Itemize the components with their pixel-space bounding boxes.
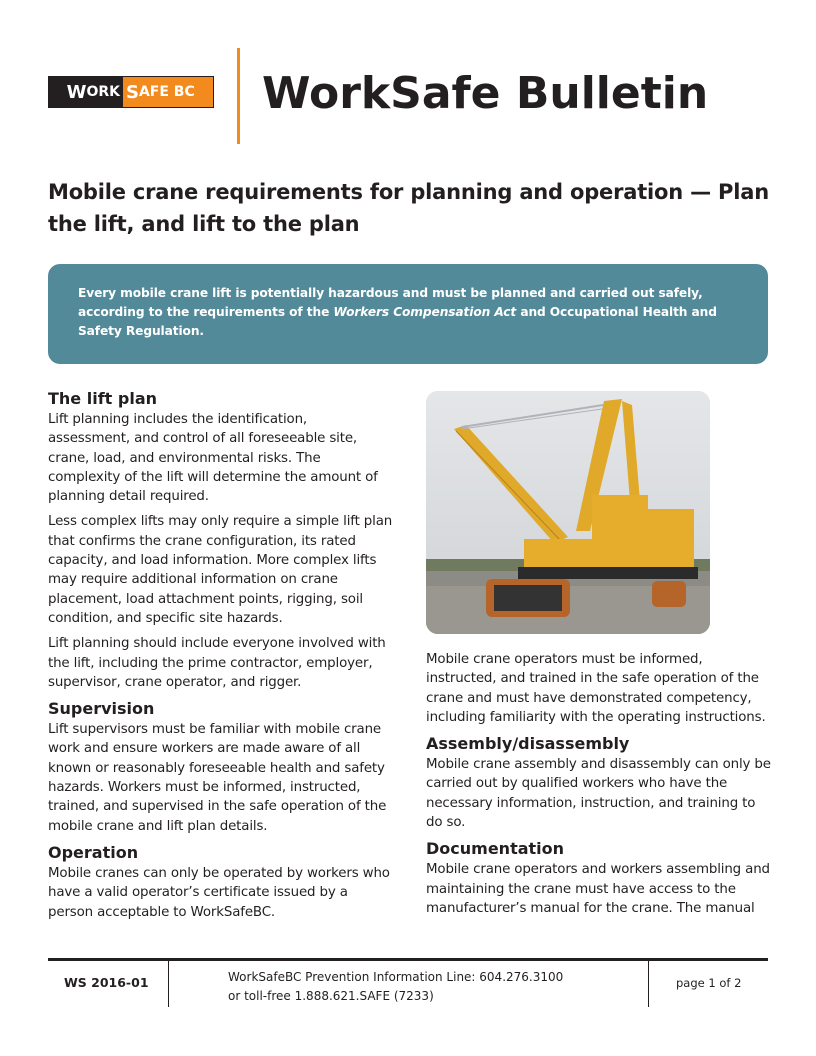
toll-free-line: or toll-free 1.888.621.SAFE (7233) [228,989,434,1003]
section-operation [48,842,393,922]
footer-rule [48,958,768,961]
crane-photo [426,391,710,634]
section-heading: The lift plan [48,389,157,408]
header-divider [237,48,240,144]
logo-safe-rest: AFE BC [138,84,195,100]
logo-work-initial: W [66,81,87,103]
paragraph: Lift planning should include everyone involved with the lift, including the prime contractor, employer, supervisor, crane operator, and rigger. [48,636,386,690]
bulletin-title: WorkSafe Bulletin [262,68,709,119]
paragraph: Lift planning includes the identification, assessment, and control of all foreseeable site, crane, load, and environmental risks. The complexity of the lift will determine the amount of planning detail required. [48,412,378,505]
section-heading: Documentation [426,839,565,859]
paragraph: Mobile crane assembly and disassembly can only be carried out by qualified workers who have the necessary information, instruction, and training to do so. [426,757,771,831]
section-lift-plan [48,388,393,692]
right-column [426,650,771,924]
paragraph: Less complex lifts may only require a simple lift plan that confirms the crane configuration, its rated capacity, and load information. More complex lifts may require additional information on crane placement, load attachment points, rigging, soil condition, and specific site hazards. [48,514,393,626]
footer-separator [648,961,649,1007]
paragraph: Mobile crane operators and workers assembling and maintaining the crane must have access to the manufacturer’s manual for the crane. The manual [426,862,770,916]
logo-safe-initial: S [126,81,139,103]
paragraph: Mobile crane operators must be informed, instructed, and trained in the safe operation of the crane and must have demonstrated competency, including familiarity with the operating instructions. [426,652,766,725]
act-name: Workers Compensation Act [333,305,517,319]
footer-contact-info [228,968,628,1006]
callout-text [78,284,738,341]
logo-work-block [49,77,123,107]
section-documentation [426,838,771,918]
page-title: Mobile crane requirements for planning and operation — Plan the lift, and lift to the plan [48,180,769,236]
intro-callout [48,264,768,364]
page-number: page 1 of 2 [676,976,742,990]
left-column [48,388,393,928]
callout-text-before: Every mobile crane lift is potentially hazardous and must be planned and carried out safely, according to the requirements of the [78,286,703,319]
logo-safe-block [123,77,213,107]
section-heading: Assembly/disassembly [426,734,630,754]
paragraph: Mobile cranes can only be operated by workers who have a valid operator’s certificate issued by a person acceptable to WorkSafeBC. [48,865,390,920]
worksafebc-logo [48,76,214,108]
section-supervision [48,698,393,836]
crane-image [426,391,710,634]
callout-text-after: and Occupational Health and Safety Regulation. [78,305,717,338]
section-heading: Operation [48,842,139,862]
logo-work-rest: ORK [86,84,120,100]
info-line: WorkSafeBC Prevention Information Line: 604.276.3100 [228,970,564,984]
footer-separator [168,961,169,1007]
bulletin-code: WS 2016-01 [64,975,149,990]
paragraph: Lift supervisors must be familiar with mobile crane work and ensure workers are made aware of all known or reasonably foreseeable health and safety hazards. Workers must be informed, instructed, trained, and supervised in the safe operation of the mobile crane and lift plan details. [48,722,387,834]
section-heading: Supervision [48,699,155,719]
section-assembly [426,733,771,832]
